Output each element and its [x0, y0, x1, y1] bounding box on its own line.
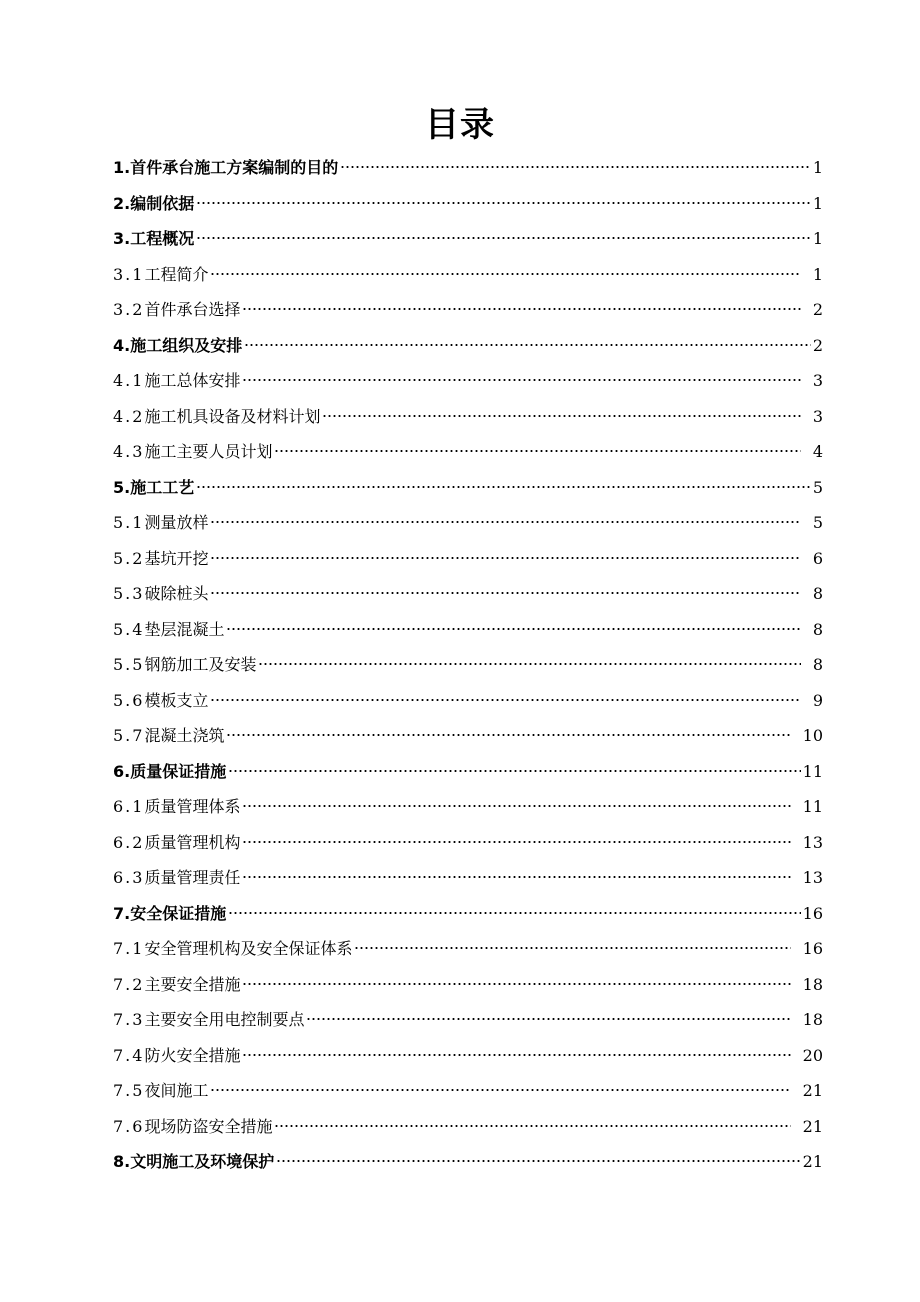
toc-entry-page-number: 13: [802, 832, 823, 852]
toc-entry-title: 工程概况: [130, 229, 195, 248]
toc-entry-title: 施工工艺: [130, 477, 195, 497]
toc-entry-title: 首件承台施工方案编制的目的: [130, 158, 339, 177]
toc-entry-page-number: 10: [802, 726, 823, 745]
dot-leader: [196, 201, 811, 205]
dot-leader: [354, 946, 790, 950]
toc-entry[interactable]: [113, 1002, 823, 1038]
toc-entry-page-number: 1: [812, 264, 823, 284]
toc-entry-title: 主要安全措施: [144, 974, 241, 994]
toc-entry-page-number: 1: [812, 158, 823, 177]
toc-entry-page-number: 8: [812, 584, 823, 603]
toc-entry-page-number: 2: [812, 335, 823, 355]
toc-entry-title: 夜间施工: [144, 1081, 209, 1100]
toc-entry[interactable]: [113, 1109, 823, 1145]
toc-entry-page-number: 13: [802, 868, 823, 887]
toc-entry[interactable]: [113, 505, 823, 541]
dot-leader: [228, 769, 800, 773]
dot-leader: [322, 414, 800, 418]
dot-leader: [226, 627, 800, 631]
toc-entry-number: 5.2: [113, 548, 145, 568]
dot-leader: [242, 378, 800, 382]
dot-leader: [242, 1053, 790, 1057]
dot-leader: [228, 911, 800, 915]
toc-entry-page-number: 1: [812, 193, 823, 213]
toc-entry[interactable]: [113, 1073, 823, 1109]
toc-entry-page-number: 21: [802, 1116, 823, 1136]
toc-entry[interactable]: [113, 931, 823, 967]
dot-leader: [210, 272, 800, 276]
toc-entry-title: 安全保证措施: [130, 903, 227, 923]
toc-entry-number: 6.2: [113, 832, 145, 852]
dot-leader: [242, 307, 800, 311]
toc-title: 目录: [425, 105, 495, 145]
dot-leader: [306, 1017, 790, 1021]
toc-entry[interactable]: [113, 541, 823, 577]
toc-entry-page-number: 4: [812, 442, 823, 461]
dot-leader: [274, 1124, 790, 1128]
toc-entry-title: 测量放样: [144, 513, 209, 532]
toc-entry-title: 首件承台选择: [144, 300, 241, 319]
toc-entry-number: 7.5: [113, 1081, 145, 1100]
toc-entry-title: 防火安全措施: [144, 1045, 241, 1065]
dot-leader: [276, 1159, 800, 1163]
dot-leader: [242, 982, 790, 986]
toc-entry-page-number: 6: [812, 548, 823, 568]
toc-entry-number: 5.5: [113, 655, 145, 674]
toc-entry-page-number: 18: [802, 1010, 823, 1029]
toc-entry-title: 质量管理体系: [144, 797, 241, 816]
toc-entry[interactable]: [113, 718, 823, 754]
toc-entry-page-number: 2: [812, 300, 823, 319]
toc-entry-number: 2.: [113, 193, 131, 213]
toc-entry[interactable]: [113, 1144, 823, 1180]
toc-entry[interactable]: [113, 754, 823, 790]
dot-leader: [210, 1088, 790, 1092]
toc-entry[interactable]: [113, 221, 823, 257]
toc-entry-number: 7.2: [113, 974, 145, 994]
toc-entry[interactable]: [113, 292, 823, 328]
toc-entry-page-number: 5: [812, 513, 823, 532]
toc-entry-title: 钢筋加工及安装: [144, 655, 257, 674]
toc-entry-number: 3.: [113, 229, 131, 248]
toc-entry[interactable]: [113, 825, 823, 861]
toc-entry-title: 编制依据: [130, 193, 195, 213]
toc-entry-page-number: 9: [812, 690, 823, 710]
toc-entry-title: 基坑开挖: [144, 548, 209, 568]
dot-leader: [196, 485, 811, 489]
toc-entry-number: 8.: [113, 1152, 131, 1171]
toc-entry-number: 5.1: [113, 513, 145, 532]
toc-entry-number: 5.6: [113, 690, 145, 710]
toc-entry-title: 现场防盗安全措施: [144, 1116, 273, 1136]
toc-entry-title: 安全管理机构及安全保证体系: [144, 939, 353, 958]
toc-entry[interactable]: [113, 967, 823, 1003]
toc-entry-number: 7.4: [113, 1045, 145, 1065]
toc-entry-page-number: 1: [812, 229, 823, 248]
toc-entry-number: 3.1: [113, 264, 145, 284]
toc-entry-number: 6.: [113, 761, 131, 781]
dot-leader: [226, 733, 790, 737]
toc-entry[interactable]: [113, 576, 823, 612]
toc-entry-page-number: 16: [802, 903, 823, 923]
dot-leader: [340, 165, 811, 169]
toc-entry-number: 4.3: [113, 442, 145, 461]
toc-entry-page-number: 3: [812, 406, 823, 426]
toc-entry-title: 施工总体安排: [144, 371, 241, 390]
toc-entry-title: 质量保证措施: [130, 761, 227, 781]
toc-entry-number: 7.1: [113, 939, 145, 958]
toc-entry-number: 1.: [113, 158, 131, 177]
toc-entry-number: 7.3: [113, 1010, 145, 1029]
toc-entry-number: 4.1: [113, 371, 145, 390]
dot-leader: [210, 591, 800, 595]
toc-entry-page-number: 21: [802, 1081, 823, 1100]
toc-entry-title: 主要安全用电控制要点: [144, 1010, 305, 1029]
toc-entry-title: 质量管理机构: [144, 832, 241, 852]
toc-entry-page-number: 11: [802, 797, 823, 816]
toc-entry-page-number: 16: [802, 939, 823, 958]
toc-entry[interactable]: [113, 896, 823, 932]
toc-entry-title: 破除桩头: [144, 584, 209, 603]
toc-entry-number: 4.: [113, 335, 131, 355]
dot-leader: [210, 520, 800, 524]
toc-entry-number: 5.: [113, 477, 131, 497]
dot-leader: [258, 662, 800, 666]
toc-entry-page-number: 8: [812, 655, 823, 674]
toc-entry-title: 工程简介: [144, 264, 209, 284]
dot-leader: [244, 343, 811, 347]
table-of-contents: [113, 150, 823, 1180]
toc-entry[interactable]: [113, 150, 823, 186]
toc-entry-title: 模板支立: [144, 690, 209, 710]
toc-entry-page-number: 20: [802, 1045, 823, 1065]
toc-entry[interactable]: [113, 257, 823, 293]
toc-entry[interactable]: [113, 186, 823, 222]
dot-leader: [242, 875, 790, 879]
toc-entry[interactable]: [113, 434, 823, 470]
toc-entry-page-number: 5: [812, 477, 823, 497]
toc-entry-number: 6.1: [113, 797, 145, 816]
toc-entry[interactable]: [113, 789, 823, 825]
toc-entry-page-number: 11: [802, 761, 823, 781]
toc-entry[interactable]: [113, 860, 823, 896]
toc-entry[interactable]: [113, 363, 823, 399]
toc-entry-page-number: 3: [812, 371, 823, 390]
toc-entry-number: 5.4: [113, 619, 145, 639]
dot-leader: [210, 698, 800, 702]
toc-entry-title: 施工组织及安排: [130, 335, 243, 355]
toc-entry[interactable]: [113, 612, 823, 648]
toc-entry-number: 4.2: [113, 406, 145, 426]
dot-leader: [196, 236, 811, 240]
toc-entry-page-number: 8: [812, 619, 823, 639]
toc-entry[interactable]: [113, 683, 823, 719]
toc-entry-title: 施工主要人员计划: [144, 442, 273, 461]
toc-entry[interactable]: [113, 399, 823, 435]
toc-entry-title: 施工机具设备及材料计划: [144, 406, 321, 426]
toc-entry-number: 7.: [113, 903, 131, 923]
toc-entry-title: 混凝土浇筑: [144, 726, 225, 745]
toc-entry-page-number: 18: [802, 974, 823, 994]
toc-entry[interactable]: [113, 328, 823, 364]
toc-entry-title: 垫层混凝土: [144, 619, 225, 639]
toc-entry-page-number: 21: [802, 1152, 823, 1171]
toc-entry-number: 3.2: [113, 300, 145, 319]
toc-entry-number: 7.6: [113, 1116, 145, 1136]
toc-entry-number: 6.3: [113, 868, 145, 887]
toc-entry-number: 5.3: [113, 584, 145, 603]
toc-entry[interactable]: [113, 647, 823, 683]
toc-entry[interactable]: [113, 470, 823, 506]
dot-leader: [242, 840, 790, 844]
toc-entry-title: 文明施工及环境保护: [130, 1152, 275, 1171]
toc-entry[interactable]: [113, 1038, 823, 1074]
dot-leader: [210, 556, 800, 560]
toc-entry-title: 质量管理责任: [144, 868, 241, 887]
dot-leader: [242, 804, 790, 808]
toc-entry-number: 5.7: [113, 726, 145, 745]
dot-leader: [274, 449, 800, 453]
